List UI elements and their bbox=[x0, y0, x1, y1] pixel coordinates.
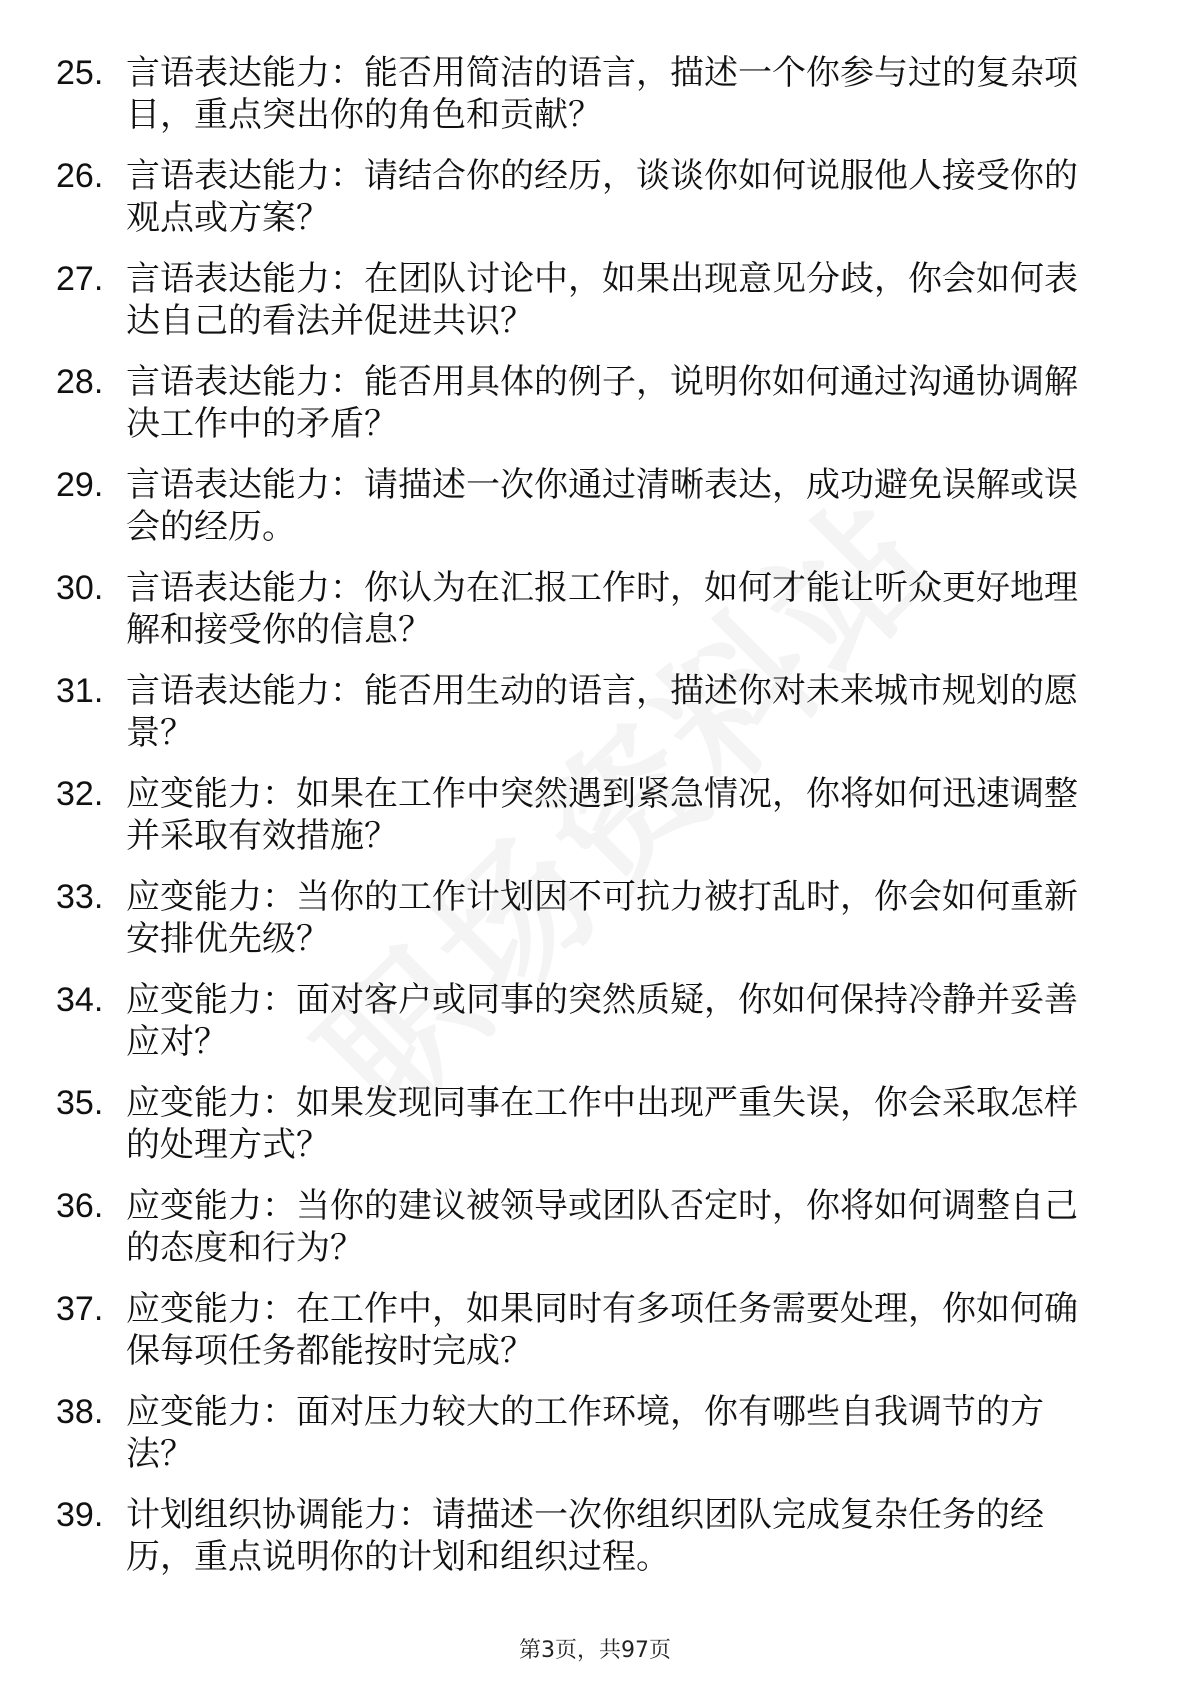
question-text: 应变能力：面对压力较大的工作环境，你有哪些自我调节的方法？ bbox=[126, 1392, 1044, 1474]
question-item bbox=[56, 1185, 1116, 1269]
question-text: 应变能力：面对客户或同事的突然质疑，你如何保持冷静并妥善应对？ bbox=[126, 980, 1078, 1062]
page-footer: 第3页，共97页 bbox=[519, 1638, 671, 1663]
question-item bbox=[56, 361, 1116, 445]
question-text: 言语表达能力：你认为在汇报工作时，如何才能让听众更好地理解和接受你的信息？ bbox=[126, 568, 1078, 650]
question-number: 31. bbox=[56, 672, 104, 710]
question-text: 言语表达能力：能否用简洁的语言，描述一个你参与过的复杂项目，重点突出你的角色和贡献？ bbox=[126, 53, 1078, 135]
question-text: 应变能力：如果在工作中突然遇到紧急情况，你将如何迅速调整并采取有效措施？ bbox=[126, 774, 1078, 856]
question-number: 37. bbox=[56, 1290, 104, 1328]
question-text: 计划组织协调能力：请描述一次你组织团队完成复杂任务的经历，重点说明你的计划和组织过程。 bbox=[126, 1495, 1044, 1577]
question-text: 言语表达能力：在团队讨论中，如果出现意见分歧，你会如何表达自己的看法并促进共识？ bbox=[126, 259, 1078, 341]
question-number: 25. bbox=[56, 54, 104, 92]
question-text: 言语表达能力：请结合你的经历，谈谈你如何说服他人接受你的观点或方案？ bbox=[126, 156, 1078, 238]
question-number: 29. bbox=[56, 466, 104, 504]
question-text: 言语表达能力：请描述一次你通过清晰表达，成功避免误解或误会的经历。 bbox=[126, 465, 1078, 547]
question-item bbox=[56, 52, 1116, 136]
question-item bbox=[56, 567, 1116, 651]
question-list bbox=[56, 52, 1116, 1597]
question-text: 言语表达能力：能否用生动的语言，描述你对未来城市规划的愿景？ bbox=[126, 671, 1078, 753]
question-item bbox=[56, 979, 1116, 1063]
question-text: 应变能力：在工作中，如果同时有多项任务需要处理，你如何确保每项任务都能按时完成？ bbox=[126, 1289, 1078, 1371]
question-number: 38. bbox=[56, 1393, 104, 1431]
question-text: 应变能力：如果发现同事在工作中出现严重失误，你会采取怎样的处理方式？ bbox=[126, 1083, 1078, 1165]
question-item bbox=[56, 1391, 1116, 1475]
question-item bbox=[56, 1082, 1116, 1166]
question-number: 27. bbox=[56, 260, 104, 298]
question-item bbox=[56, 670, 1116, 754]
question-text: 应变能力：当你的工作计划因不可抗力被打乱时，你会如何重新安排优先级？ bbox=[126, 877, 1078, 959]
question-number: 34. bbox=[56, 981, 104, 1019]
question-text: 应变能力：当你的建议被领导或团队否定时，你将如何调整自己的态度和行为？ bbox=[126, 1186, 1078, 1268]
question-number: 26. bbox=[56, 157, 104, 195]
question-number: 36. bbox=[56, 1187, 104, 1225]
question-item bbox=[56, 464, 1116, 548]
question-item bbox=[56, 1494, 1116, 1578]
question-number: 28. bbox=[56, 363, 104, 401]
question-item bbox=[56, 1288, 1116, 1372]
question-text: 言语表达能力：能否用具体的例子，说明你如何通过沟通协调解决工作中的矛盾？ bbox=[126, 362, 1078, 444]
question-item bbox=[56, 876, 1116, 960]
question-item bbox=[56, 258, 1116, 342]
question-number: 35. bbox=[56, 1084, 104, 1122]
question-item bbox=[56, 773, 1116, 857]
question-number: 30. bbox=[56, 569, 104, 607]
question-number: 39. bbox=[56, 1496, 104, 1534]
question-number: 32. bbox=[56, 775, 104, 813]
question-number: 33. bbox=[56, 878, 104, 916]
question-item bbox=[56, 155, 1116, 239]
